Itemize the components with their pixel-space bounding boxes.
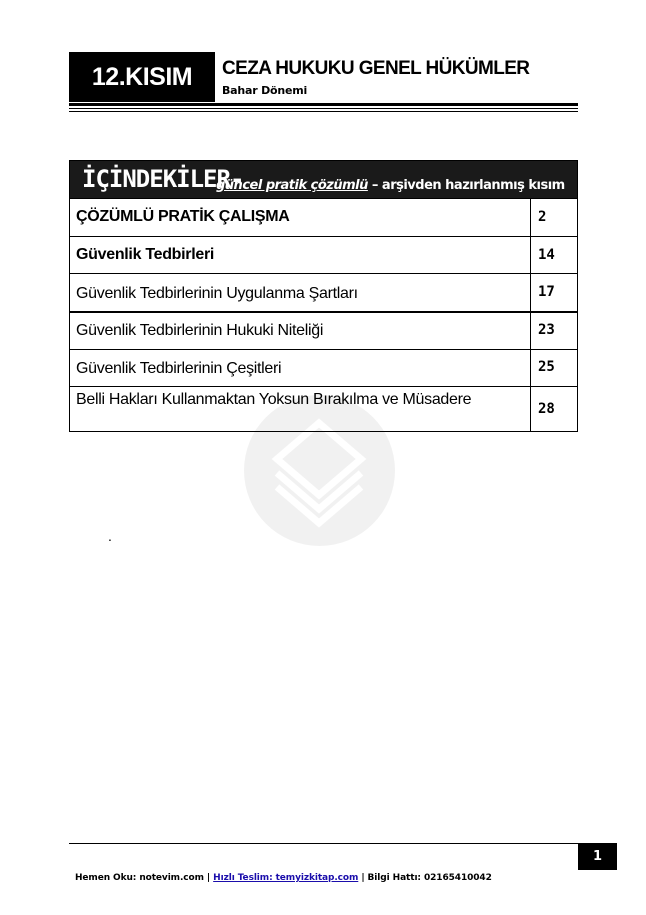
toc-row-separator — [530, 387, 531, 431]
toc-row-page: 14 — [538, 247, 555, 263]
document-subtitle: Bahar Dönemi — [222, 84, 308, 97]
toc-row[interactable] — [69, 199, 578, 237]
toc-row-separator — [530, 274, 531, 311]
footer-rule — [69, 843, 578, 844]
stray-dot: . — [108, 528, 112, 544]
toc-row[interactable] — [69, 274, 578, 312]
toc-heading-link[interactable]: güncel pratik çözümlü — [216, 178, 368, 193]
footer-contact — [75, 873, 492, 883]
footer-read-online: Hemen Oku: notevim.com — [75, 873, 204, 883]
toc-row-separator — [530, 350, 531, 386]
document-title: CEZA HUKUKU GENEL HÜKÜMLER — [222, 58, 530, 79]
toc-row-separator — [530, 237, 531, 273]
toc-row-page: 28 — [538, 401, 555, 417]
toc-row-page: 25 — [538, 359, 555, 375]
toc-row-separator — [530, 199, 531, 236]
toc-row-page: 2 — [538, 209, 547, 225]
toc-row-title: ÇÖZÜMLÜ PRATİK ÇALIŞMA — [76, 208, 290, 225]
footer-separator: | — [203, 873, 214, 883]
toc-row-title: Belli Hakları Kullanmaktan Yoksun Bırakılma ve Müsadere — [76, 391, 472, 408]
toc-row-title: Güvenlik Tedbirlerinin Hukuki Niteliği — [76, 322, 324, 339]
section-badge: 12.KISIM — [69, 52, 215, 102]
toc-heading-subtitle — [216, 178, 565, 193]
footer-separator: | — [358, 873, 368, 883]
toc-row-page: 17 — [538, 284, 555, 300]
toc-row-title: Güvenlik Tedbirleri — [76, 246, 215, 263]
toc-row[interactable] — [69, 236, 578, 274]
toc-row[interactable] — [69, 312, 578, 350]
header-rule-thin — [69, 108, 578, 109]
page-number: 1 — [578, 843, 617, 870]
toc-row-title: Güvenlik Tedbirlerinin Çeşitleri — [76, 360, 282, 377]
header-rule-thick — [69, 103, 578, 106]
footer-phone: Bilgi Hattı: 02165410042 — [367, 873, 492, 883]
toc-row-page: 23 — [538, 322, 555, 338]
toc-row-title: Güvenlik Tedbirlerinin Uygulanma Şartları — [76, 285, 358, 302]
toc-heading-rest: – arşivden hazırlanmış kısım — [367, 178, 565, 193]
toc-row[interactable] — [69, 349, 578, 387]
toc-row[interactable] — [69, 386, 578, 432]
header-rule-thin-2 — [69, 111, 578, 112]
toc-heading: İÇİNDEKİLER- — [82, 165, 244, 193]
toc-row-separator — [530, 313, 531, 349]
footer-fast-delivery-link[interactable]: Hızlı Teslim: temyizkitap.com — [213, 873, 359, 883]
toc-header — [69, 160, 578, 199]
